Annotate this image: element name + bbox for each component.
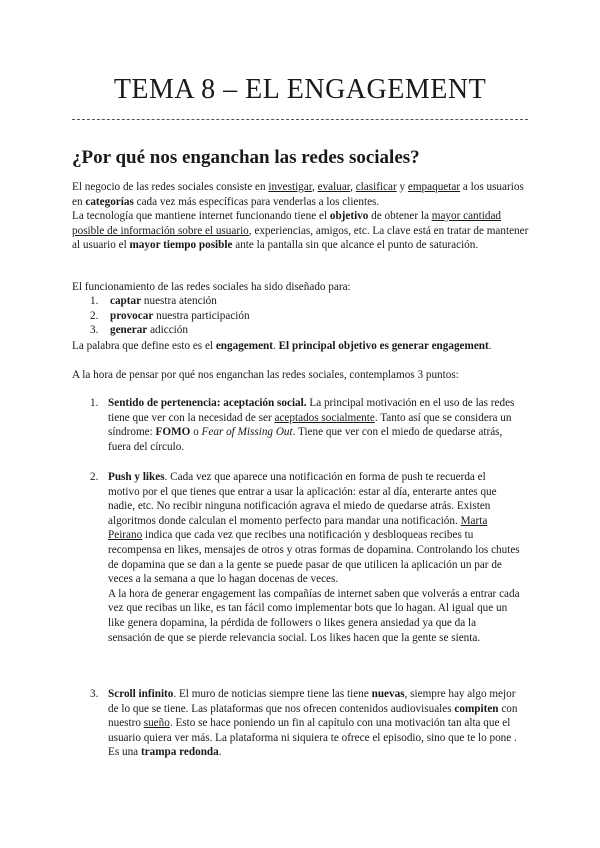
section-heading: ¿Por qué nos enganchan las redes sociales?	[72, 147, 420, 168]
list-number: 1.	[90, 295, 99, 307]
underlined-term: aceptados socialmente	[274, 411, 375, 424]
bold-term: FOMO	[155, 426, 191, 439]
point-1	[72, 396, 520, 454]
underlined-term: mayor cantidad posible de información sobre el usuario	[72, 210, 502, 237]
list-item	[72, 323, 512, 338]
bold-term: captar	[110, 295, 142, 307]
text-run: La palabra que define esto es el	[72, 340, 216, 352]
text-run: ,	[312, 181, 318, 193]
text-run: . Tanto así que se considera un síndrome:	[108, 411, 512, 439]
text-run: o	[190, 426, 202, 439]
list-item	[72, 309, 512, 324]
italic-term: Fear of Missing Out	[201, 426, 293, 439]
text-run: a los usuarios en	[72, 181, 524, 208]
text-run: y	[396, 181, 408, 193]
bold-term: mayor tiempo posible	[129, 239, 233, 252]
text-run: ante la pantalla sin que alcance el punto de saturación.	[232, 239, 479, 252]
paragraph-technology	[72, 209, 532, 253]
bold-term: compiten	[454, 702, 499, 715]
bold-term: engagement	[215, 340, 273, 352]
text-run: ,	[350, 181, 356, 193]
bold-term: generar	[110, 324, 148, 337]
text-run: El negocio de las redes sociales consiste en	[72, 181, 269, 193]
bold-term: objetivo	[329, 210, 369, 222]
point-body	[72, 396, 520, 454]
text-run: cada vez más específicas para venderlas a los clientes.	[133, 195, 380, 208]
underlined-term: sueño	[143, 717, 170, 730]
bold-term: El principal objetivo es generar engagement	[278, 340, 489, 352]
bold-term: categorías	[85, 195, 134, 208]
list-number: 3.	[90, 324, 99, 337]
text-run: , experiencias, amigos, etc. La clave está en tratar de mantener al usuario el	[72, 224, 529, 252]
list-number: 3.	[90, 688, 99, 700]
paragraph-three-points: A la hora de pensar por qué nos enganchan las redes sociales, contemplamos 3 puntos:	[72, 369, 459, 381]
text-run: adicción	[147, 324, 188, 337]
text-run: de obtener la	[368, 210, 432, 222]
text-run: , siempre hay algo mejor de lo que se tiene. Las plataformas que nos ofrecen contenidos audiovisuales	[108, 688, 516, 715]
bold-term: trampa redonda	[140, 746, 219, 759]
point-3	[72, 687, 520, 760]
text-run: . Tiene que ver con el miedo de quedarse atrás, fuera del círculo.	[108, 426, 503, 453]
text-run: indica que cada vez que recibes una notificación y desbloqueas recibes tu recompensa en likes, mensajes de otros y otras formas de dopamina. Controlando los chutes de dopamina que se dan a la gente se puede pasar de que utilicen la aplicación un par de veces a la semana a que lo hagan docenas de veces.	[108, 529, 520, 586]
text-run: La principal motivación en el uso de las redes tiene que ver con la necesidad de ser	[108, 397, 515, 424]
list-number: 2.	[90, 471, 99, 483]
text-run: . Esto se hace poniendo un fin al capítulo con una motivación tan alta que el usuario quiera ver más. La plataforma ni siquiera te ofrece el episodio, sino que te lo pone . Es una	[108, 717, 517, 759]
bold-term: Sentido de pertenencia: aceptación social.	[108, 397, 307, 409]
point-2	[72, 470, 520, 645]
list-item	[72, 294, 512, 309]
page-title: TEMA 8 – EL ENGAGEMENT	[113, 74, 487, 105]
text-run: con nuestro	[108, 702, 518, 730]
text-run: nuestra participación	[153, 309, 250, 322]
underlined-term: empaquetar	[407, 181, 461, 193]
bold-term: Push y likes	[108, 471, 165, 483]
list-number: 1.	[90, 397, 99, 409]
underlined-term: Marta Peirano	[108, 514, 488, 542]
underlined-term: evaluar	[317, 181, 351, 193]
text-run: .	[273, 340, 279, 352]
bold-term: Scroll infinito	[108, 688, 174, 700]
text-run: . El muro de noticias siempre tiene las tiene	[173, 688, 372, 700]
text-run: La tecnología que mantiene internet funcionando tiene el	[72, 210, 330, 222]
underlined-term: clasificar	[355, 181, 397, 193]
point-body	[72, 470, 520, 587]
bold-term: nuevas	[371, 688, 405, 700]
paragraph-engagement	[72, 339, 532, 354]
paragraph-business	[72, 180, 532, 209]
paragraph-design-intro: El funcionamiento de las redes sociales ha sido diseñado para:	[72, 281, 351, 293]
title-divider	[72, 119, 528, 120]
text-run: .	[488, 340, 492, 352]
purpose-list	[72, 294, 512, 338]
text-run: nuestra atención	[141, 295, 217, 307]
point-body	[72, 687, 520, 760]
bold-term: provocar	[110, 309, 154, 322]
text-run: . Cada vez que aparece una notificación en forma de push te recuerda el motivo por el que tienes que entrar a usar la aplicación: estar al día, enterarte antes que nadie, etc. No recibir ninguna notificación agrava el miedo de quedarse atrás. Existen algoritmos donde calculan el momento perfecto para mandar una notificación.	[108, 471, 497, 527]
text-run: .	[218, 746, 222, 759]
underlined-term: investigar	[268, 181, 313, 193]
point-continuation: A la hora de generar engagement las compañías de internet saben que volverás a entrar cada vez que recibas un like, es tan fácil como implementar bots que lo hagan. Al igual que un like genera dopamina, la pérdida de followers o likes genera ansiedad ya que da la sensación de que se pierde relevancia social. Los likes hacen que la gente se sienta.	[108, 587, 520, 644]
list-number: 2.	[90, 309, 99, 322]
